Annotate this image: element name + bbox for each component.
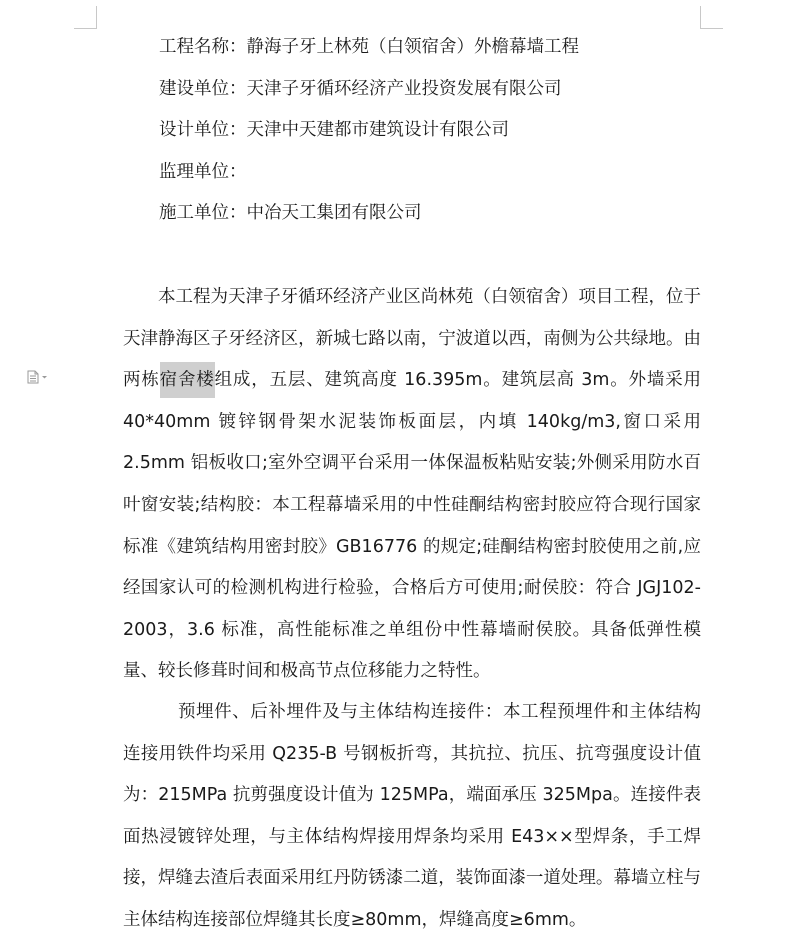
separator: ：: [229, 78, 247, 99]
project-name-value: 静海子牙上林苑（白领宿舍）外檐幕墙工程: [246, 37, 579, 57]
project-overview-paragraph: [123, 277, 701, 693]
owner-line: [159, 76, 719, 118]
designer-line: [159, 117, 719, 159]
contractor-value: 中冶天工集团有限公司: [246, 203, 422, 224]
supervisor-line: [159, 159, 719, 201]
project-name-line: [159, 34, 719, 76]
embedded-parts-paragraph: 预埋件、后补埋件及与主体结构连接件：本工程预埋件和主体结构连接用铁件均采用 Q235-B 号钢板折弯，其抗拉、抗压、抗弯强度设计值为：215MPa 抗剪强度设计值为 125MPa，端面承压 325Mpa。连接件表面热浸镀锌处理，与主体结构焊接用焊条均采用 E43××型焊条，手工焊接，焊缝去渣后表面采用红丹防锈漆二道，装饰面漆一道处理。幕墙立柱与主体结构连接部位焊缝其长度≥80mm，焊缝高度≥6mm。: [123, 702, 701, 930]
designer-value: 天津中天建都市建筑设计有限公司: [246, 120, 509, 141]
contractor-line: [159, 200, 719, 242]
separator: ：: [229, 120, 247, 141]
separator: ：: [229, 203, 247, 224]
contractor-label: 施工单位: [159, 203, 229, 224]
separator: ：: [229, 37, 247, 57]
owner-label: 建设单位: [159, 78, 229, 99]
designer-label: 设计单位: [159, 120, 229, 141]
supervisor-label: 监理单位: [159, 161, 229, 182]
selected-text-highlight[interactable]: 宿舍楼: [159, 370, 215, 391]
document-icon[interactable]: [26, 370, 54, 386]
overview-text-before: 本工程为天津子牙循环经济产业区尚林苑（白领宿舍）项目工程，位于天津静海区子牙经济区，新城七路以南，宁波道以西，南侧为公共绿地。由两栋: [123, 287, 701, 391]
separator: ：: [229, 161, 247, 182]
owner-value: 天津子牙循环经济产业投资发展有限公司: [246, 78, 562, 99]
page-corner-mark-top-right: [700, 6, 723, 29]
page-corner-mark-top-left: [74, 6, 97, 29]
overview-text-after: 组成，五层、建筑高度 16.395m。建筑层高 3m。外墙采用 40*40mm 镀锌钢骨架水泥装饰板面层，内填 140kg/m3,窗口采用 2.5mm 铝板收口;室外空调平台采用一体保温板粘贴安装;外侧采用防水百叶窗安装;结构胶：本工程幕墙采用的中性硅酮结构密封胶应符合现行国家标准《建筑结构用密封胶》GB16776 的规定;硅酮结构密封胶使用之前,应经国家认可的检测机构进行检验，合格后方可使用;耐侯胶：符合 JGJ102-2003，3.6 标准，高性能标准之单组份中性幕墙耐侯胶。具备低弹性模量、较长修葺时间和极高节点位移能力之特性。: [123, 370, 702, 682]
project-info-block: [159, 34, 719, 242]
project-name-label: 工程名称: [159, 37, 229, 57]
